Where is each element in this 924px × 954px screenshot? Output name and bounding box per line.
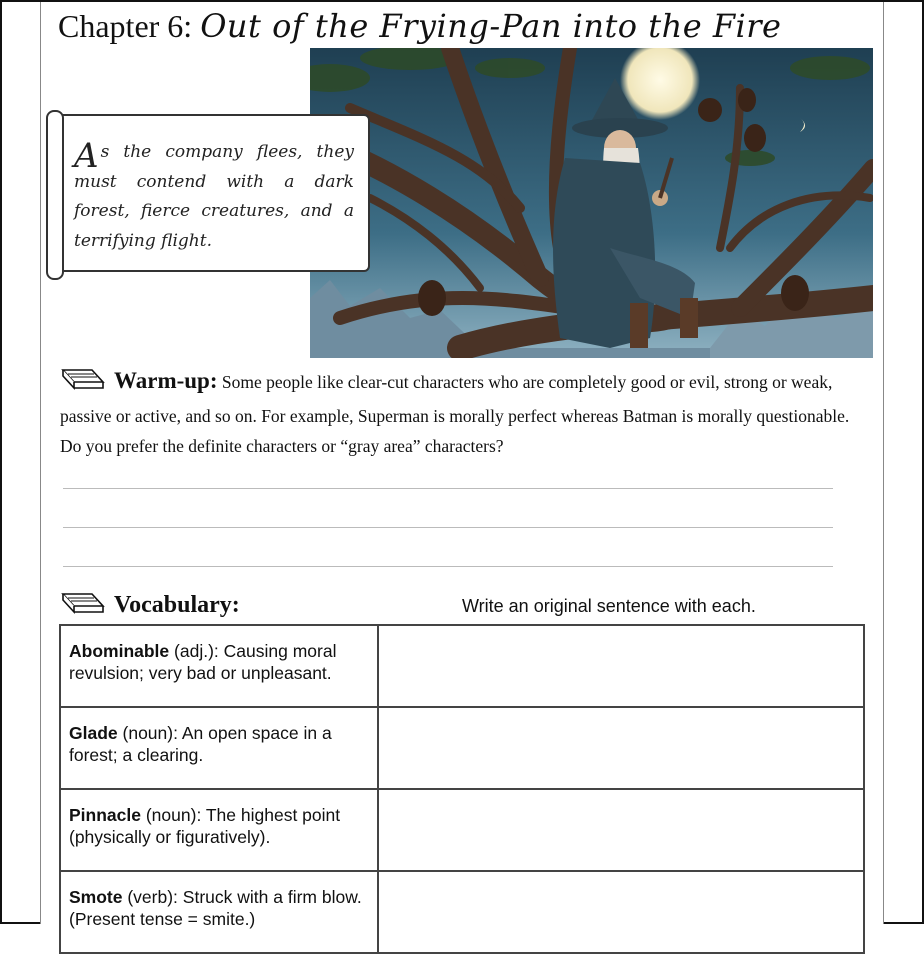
- term-pos: (adj.):: [174, 641, 219, 661]
- warmup-section: [60, 366, 850, 461]
- term-pos: (noun):: [145, 805, 202, 825]
- chapter-number: Chapter 6:: [58, 8, 193, 44]
- book-icon: [60, 366, 106, 401]
- sentence-cell[interactable]: [378, 871, 864, 953]
- sentence-cell[interactable]: [378, 625, 864, 707]
- term-pos: (verb):: [127, 887, 178, 907]
- vocabulary-heading: [60, 590, 240, 623]
- answer-line-1[interactable]: [63, 488, 833, 489]
- scroll-curl-left: [46, 110, 64, 280]
- term-word: Pinnacle: [69, 805, 141, 825]
- sentence-cell[interactable]: [378, 789, 864, 871]
- term-definition: Struck with a firm blow. (Present tense = smite.): [69, 887, 362, 929]
- book-icon: [60, 590, 106, 623]
- warmup-label: Warm-up:: [114, 368, 218, 393]
- warmup-prompt: Some people like clear-cut characters who are completely good or evil, strong or weak, passive or active, and so on. For example, Superman is morally perfect whereas Batman is morally questionable. Do you prefer the definite characters or “gray area” characters?: [60, 372, 850, 456]
- term-pos: (noun):: [122, 723, 178, 743]
- wizard-illustration: [310, 48, 873, 358]
- chapter-name: Out of the Frying-Pan into the Fire: [200, 7, 782, 45]
- term-word: Glade: [69, 723, 118, 743]
- term-cell: [60, 871, 378, 953]
- summary-scroll: [52, 114, 370, 272]
- table-row: [60, 789, 864, 871]
- term-word: Smote: [69, 887, 123, 907]
- summary-body: s the company flees, they must contend with a dark forest, fierce creatures, and a terrifying flight.: [74, 142, 354, 251]
- table-row: [60, 625, 864, 707]
- term-cell: [60, 707, 378, 789]
- summary-text: [74, 138, 354, 256]
- vocabulary-table: [59, 624, 865, 954]
- drop-cap: A: [74, 136, 99, 176]
- vocabulary-label: Vocabulary:: [114, 592, 240, 618]
- vocabulary-instruction: Write an original sentence with each.: [462, 596, 756, 616]
- term-cell: [60, 625, 378, 707]
- chapter-title: [58, 8, 781, 44]
- term-definition: Causing moral revulsion; very bad or unpleasant.: [69, 641, 337, 683]
- term-word: Abominable: [69, 641, 170, 661]
- answer-line-2[interactable]: [63, 527, 833, 528]
- answer-line-3[interactable]: [63, 566, 833, 567]
- term-definition: The highest point (physically or figuratively).: [69, 805, 341, 847]
- term-definition: An open space in a forest; a clearing.: [69, 723, 332, 765]
- term-cell: [60, 789, 378, 871]
- table-row: [60, 871, 864, 953]
- table-row: [60, 707, 864, 789]
- sentence-cell[interactable]: [378, 707, 864, 789]
